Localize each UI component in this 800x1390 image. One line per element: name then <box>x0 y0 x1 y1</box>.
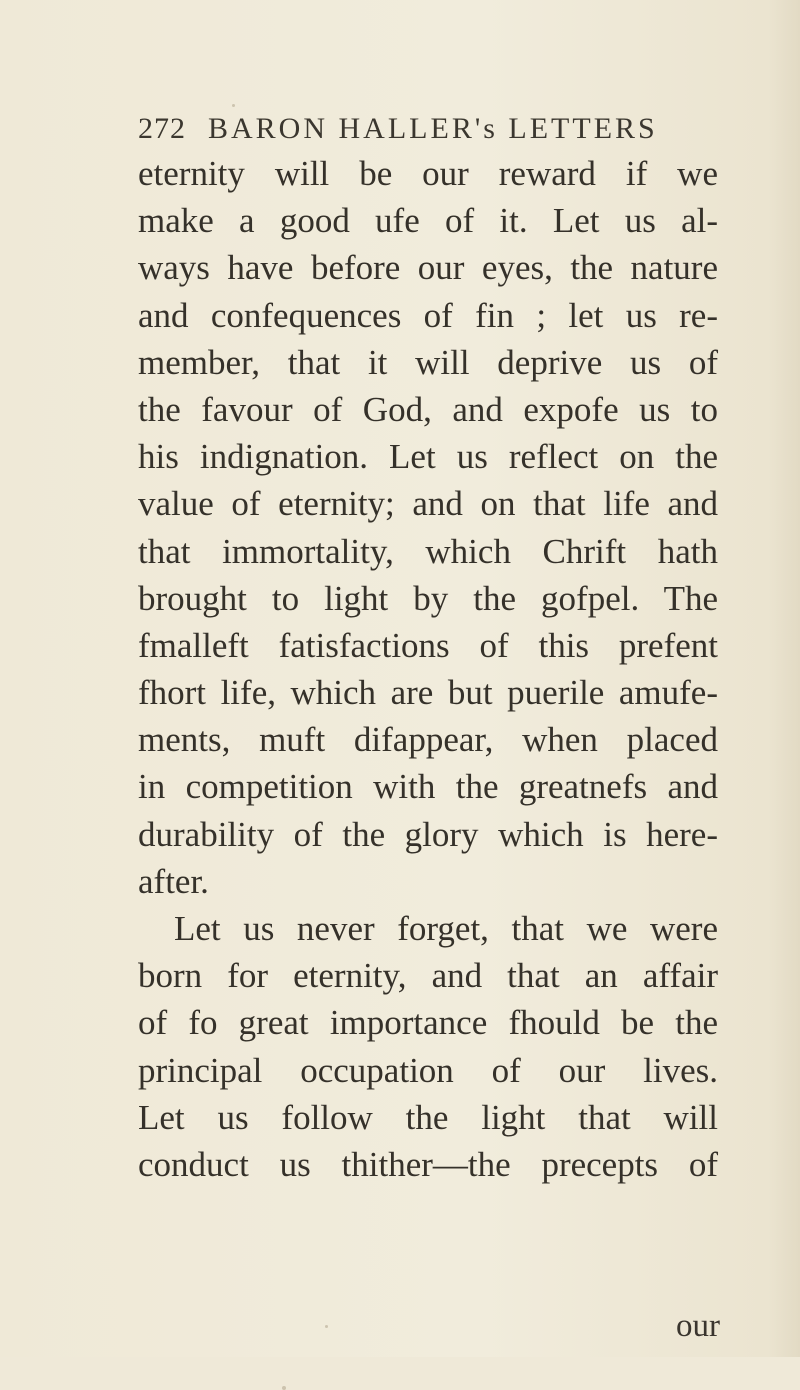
text-line: fhort life, which are but puerile amufe- <box>138 673 718 713</box>
text-line: make a good ufe of it. Let us al- <box>138 201 718 241</box>
text-line: ments, muft difappear, when placed <box>138 720 718 760</box>
paper-speck <box>325 1325 328 1328</box>
running-title: BARON HALLER's LETTERS <box>208 112 658 145</box>
text-line: eternity will be our reward if we <box>138 154 718 193</box>
catchword: our <box>676 1308 720 1344</box>
text-line: principal occupation of our lives. <box>138 1050 718 1090</box>
paper-speck <box>232 104 235 107</box>
text-line: value of eternity; and on that life and <box>138 484 718 524</box>
text-line: ways have before our eyes, the nature <box>138 248 718 288</box>
text-line: of fo great importance fhould be the <box>138 1003 718 1043</box>
running-header <box>138 112 658 152</box>
text-line: born for eternity, and that an affair <box>138 956 718 996</box>
text-line: the favour of God, and expofe us to <box>138 389 718 429</box>
text-line: fmalleft fatisfactions of this prefent <box>138 625 718 665</box>
text-line: durability of the glory which is here- <box>138 814 718 854</box>
text-line: that immortality, which Chrift hath <box>138 531 718 571</box>
paragraph-start-line: Let us never forget, that we were <box>174 909 718 948</box>
text-line: and confequences of fin ; let us re- <box>138 295 718 335</box>
text-line: after. <box>138 861 209 901</box>
paper-speck <box>282 1386 286 1390</box>
text-line: brought to light by the gofpel. The <box>138 578 718 618</box>
page-number: 272 <box>138 112 186 145</box>
text-line: his indignation. Let us reflect on the <box>138 437 718 477</box>
text-line: Let us follow the light that will <box>138 1097 718 1137</box>
text-line: member, that it will deprive us of <box>138 342 718 382</box>
body-text <box>138 150 718 1188</box>
text-line: in competition with the greatnefs and <box>138 767 718 807</box>
text-line: conduct us thither—the precepts of <box>138 1144 718 1184</box>
